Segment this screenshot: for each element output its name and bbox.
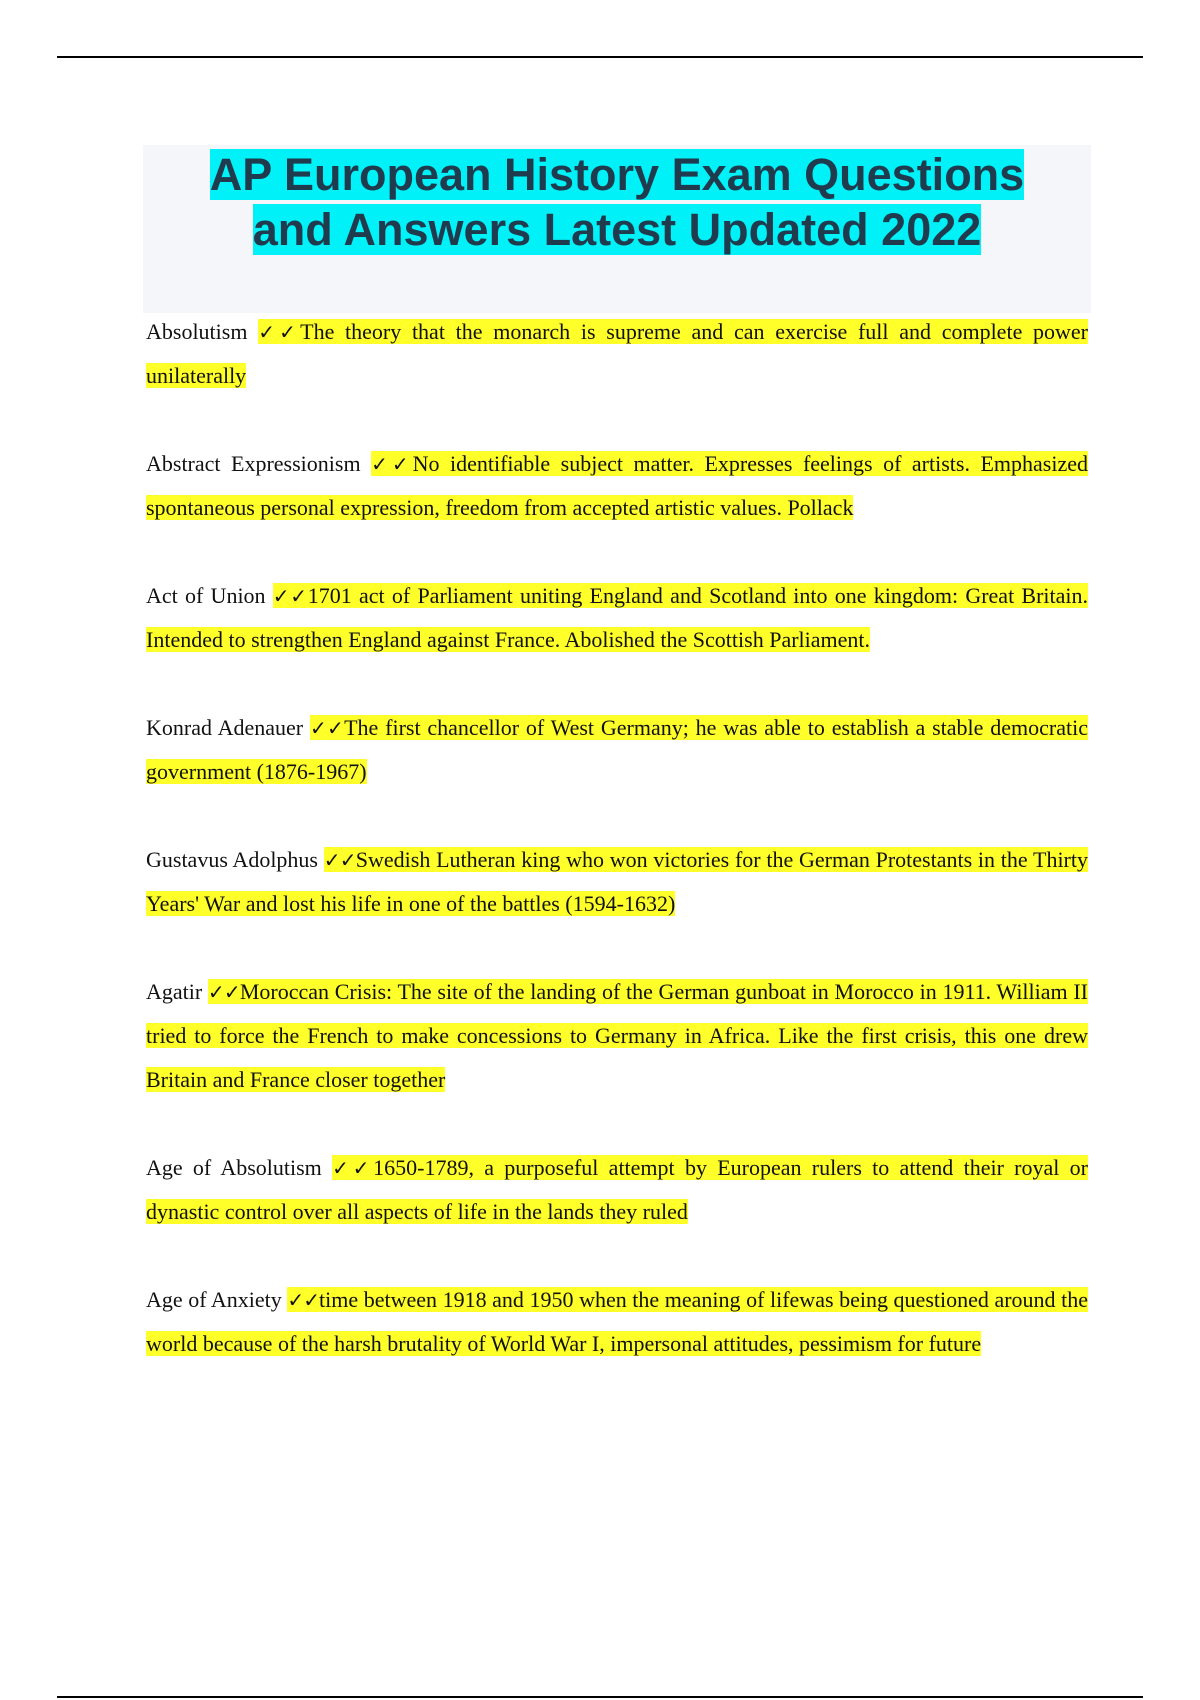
entry-term: Konrad Adenauer — [146, 715, 304, 740]
list-item — [146, 310, 1088, 398]
document-title — [143, 145, 1091, 257]
list-item — [146, 1146, 1088, 1234]
entry-definition — [146, 319, 1088, 388]
entry-definition-text: 1701 act of Parliament uniting England and Scotland into one kingdom: Great Britain. Intended to strengthen England against France. Abolished the Scottish Parliament. — [146, 583, 1089, 652]
check-icon: ✓✓ — [332, 1156, 374, 1180]
entry-term: Agatir — [146, 979, 203, 1004]
entry-term: Absolutism — [146, 319, 248, 344]
list-item — [146, 1278, 1088, 1366]
entry-definition-text: The theory that the monarch is supreme and can exercise full and complete power unilaterally — [146, 319, 1089, 388]
list-item — [146, 838, 1088, 926]
entry-term: Act of Union — [146, 583, 266, 608]
check-icon: ✓✓ — [287, 1288, 320, 1312]
flashcard-list — [146, 310, 1088, 1366]
list-item — [146, 442, 1088, 530]
entry-definition-text: time between 1918 and 1950 when the meaning of lifewas being questioned around the world because of the harsh brutality of World War I, impersonal attitudes, pessimism for future — [146, 1287, 1088, 1356]
title-line-1: AP European History Exam Questions — [209, 149, 1025, 200]
entry-definition — [146, 583, 1088, 652]
entry-term: Age of Absolutism — [146, 1155, 322, 1180]
check-icon: ✓✓ — [207, 980, 240, 1004]
entry-definition-text: Moroccan Crisis: The site of the landing of the German gunboat in Morocco in 1911. William II tried to force the French to make concessions to Germany in Africa. Like the first crisis, this one drew Britain and France closer together — [146, 979, 1088, 1092]
check-icon: ✓✓ — [272, 584, 308, 608]
list-item — [146, 574, 1088, 662]
entry-definition-text: 1650-1789, a purposeful attempt by European rulers to attend their royal or dynastic control over all aspects of life in the lands they ruled — [146, 1155, 1088, 1224]
top-rule — [57, 56, 1143, 58]
check-icon: ✓✓ — [309, 716, 345, 740]
check-icon: ✓✓ — [323, 848, 356, 872]
entry-definition — [146, 979, 1088, 1092]
entry-definition-text: Swedish Lutheran king who won victories for the German Protestants in the Thirty Years' War and lost his life in one of the battles (1594-1632) — [146, 847, 1088, 916]
entry-definition-text: No identifiable subject matter. Expresses feelings of artists. Emphasized spontaneous personal expression, freedom from accepted artistic values. Pollack — [146, 451, 1088, 520]
entry-term: Abstract Expressionism — [146, 451, 361, 476]
title-banner — [143, 145, 1091, 313]
entry-term: Gustavus Adolphus — [146, 847, 318, 872]
title-line-2: and Answers Latest Updated 2022 — [252, 204, 982, 255]
list-item — [146, 706, 1088, 794]
entry-term: Age of Anxiety — [146, 1287, 282, 1312]
entry-definition-text: The first chancellor of West Germany; he was able to establish a stable democratic government (1876-1967) — [146, 715, 1088, 784]
bottom-rule — [57, 1696, 1143, 1698]
check-icon: ✓✓ — [371, 452, 413, 476]
entry-definition — [146, 1287, 1088, 1356]
check-icon: ✓✓ — [258, 320, 301, 344]
list-item — [146, 970, 1088, 1102]
